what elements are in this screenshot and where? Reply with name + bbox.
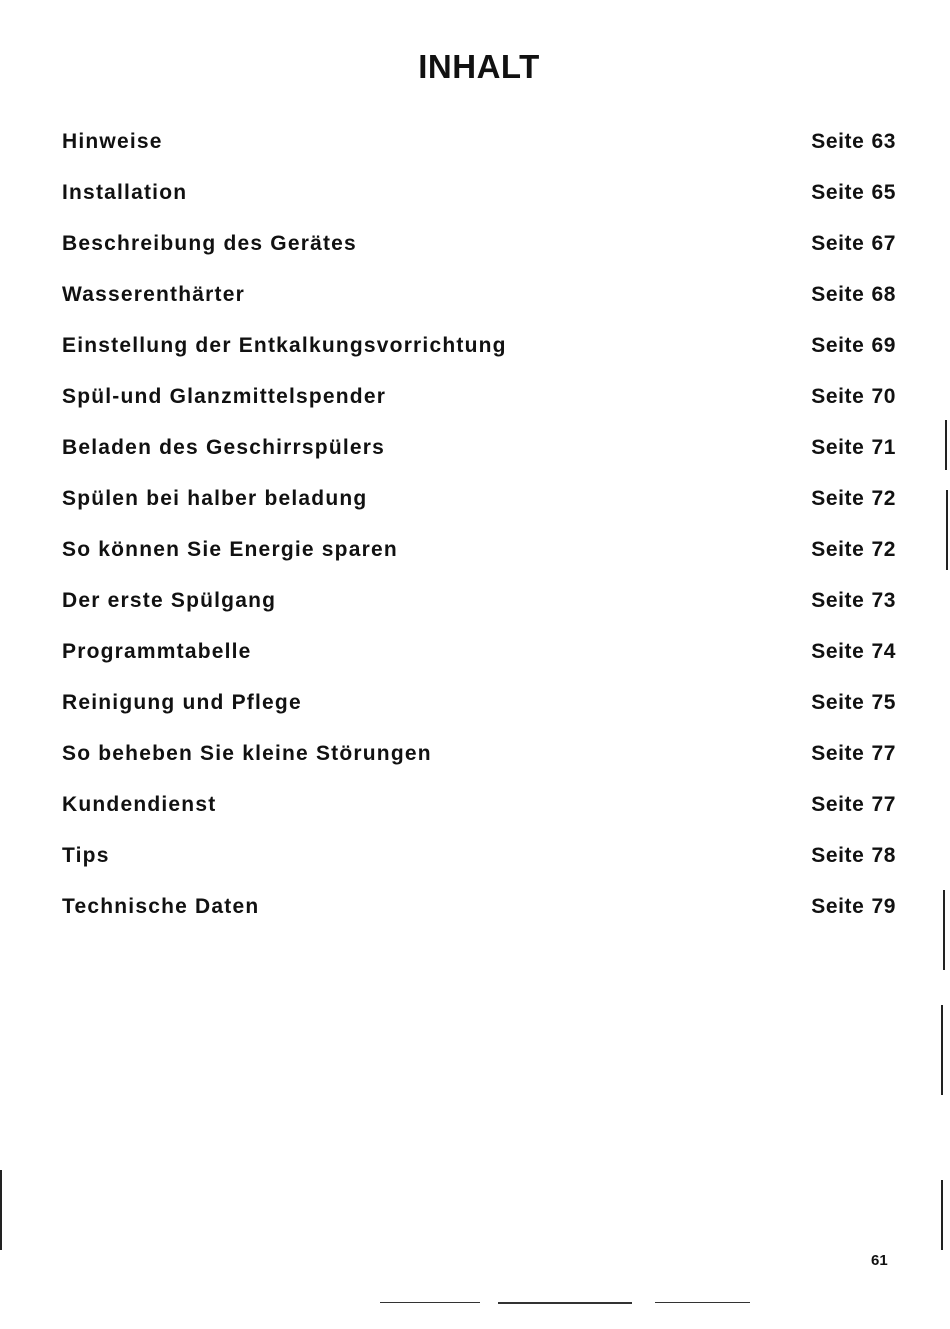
toc-entry-page bbox=[811, 742, 896, 766]
toc-entry bbox=[62, 793, 896, 844]
page-word: Seite bbox=[811, 742, 865, 765]
table-of-contents bbox=[62, 130, 896, 946]
toc-entry bbox=[62, 385, 896, 436]
toc-entry bbox=[62, 538, 896, 589]
page-ref: 69 bbox=[871, 334, 896, 357]
toc-entry bbox=[62, 844, 896, 895]
toc-entry-page bbox=[811, 640, 896, 664]
page-ref: 67 bbox=[871, 232, 896, 255]
toc-entry-page bbox=[811, 895, 896, 919]
toc-entry-page bbox=[811, 334, 896, 358]
toc-entry-label: Wasserenthärter bbox=[62, 283, 245, 306]
page-ref: 71 bbox=[871, 436, 896, 459]
page-ref: 72 bbox=[871, 538, 896, 561]
toc-entry-page bbox=[811, 691, 896, 715]
page-word: Seite bbox=[811, 895, 865, 918]
toc-entry bbox=[62, 436, 896, 487]
page-word: Seite bbox=[811, 232, 865, 255]
page-ref: 73 bbox=[871, 589, 896, 612]
toc-entry-label: Reinigung und Pflege bbox=[62, 691, 302, 714]
page-ref: 72 bbox=[871, 487, 896, 510]
toc-entry-label: Beladen des Geschirrspülers bbox=[62, 436, 386, 459]
scan-dash bbox=[380, 1302, 480, 1303]
toc-entry bbox=[62, 181, 896, 232]
page-word: Seite bbox=[811, 793, 865, 816]
page-word: Seite bbox=[811, 691, 865, 714]
toc-entry-page bbox=[811, 436, 896, 460]
toc-entry bbox=[62, 691, 896, 742]
toc-entry-label: So beheben Sie kleine Störungen bbox=[62, 742, 432, 765]
scan-edge-line bbox=[941, 1180, 943, 1250]
page-number: 61 bbox=[871, 1252, 888, 1269]
toc-entry-label: Spülen bei halber beladung bbox=[62, 487, 368, 510]
page-word: Seite bbox=[811, 436, 865, 459]
page-word: Seite bbox=[811, 130, 865, 153]
toc-entry bbox=[62, 283, 896, 334]
page-ref: 63 bbox=[871, 130, 896, 153]
toc-entry-page bbox=[811, 844, 896, 868]
toc-entry-page bbox=[811, 538, 896, 562]
page-word: Seite bbox=[811, 844, 865, 867]
page-word: Seite bbox=[811, 487, 865, 510]
page-ref: 79 bbox=[871, 895, 896, 918]
page-word: Seite bbox=[811, 283, 865, 306]
page-word: Seite bbox=[811, 334, 865, 357]
toc-entry bbox=[62, 895, 896, 946]
page-ref: 78 bbox=[871, 844, 896, 867]
toc-entry-page bbox=[811, 283, 896, 307]
page-ref: 68 bbox=[871, 283, 896, 306]
toc-entry-page bbox=[811, 385, 896, 409]
toc-entry-page bbox=[811, 589, 896, 613]
toc-entry bbox=[62, 334, 896, 385]
toc-entry-label: So können Sie Energie sparen bbox=[62, 538, 398, 561]
scan-edge-line bbox=[945, 420, 947, 470]
toc-entry-label: Beschreibung des Gerätes bbox=[62, 232, 357, 255]
page-ref: 74 bbox=[871, 640, 896, 663]
toc-entry-label: Kundendienst bbox=[62, 793, 217, 816]
page-word: Seite bbox=[811, 589, 865, 612]
scan-edge-line bbox=[0, 1170, 2, 1250]
page-title: INHALT bbox=[418, 48, 540, 85]
scan-edge-line bbox=[946, 490, 948, 570]
toc-entry-label: Spül-und Glanzmittelspender bbox=[62, 385, 387, 408]
toc-entry bbox=[62, 232, 896, 283]
toc-entry-label: Tips bbox=[62, 844, 110, 867]
page-word: Seite bbox=[811, 385, 865, 408]
toc-entry bbox=[62, 742, 896, 793]
toc-entry bbox=[62, 589, 896, 640]
toc-entry bbox=[62, 640, 896, 691]
page-word: Seite bbox=[811, 640, 865, 663]
toc-entry-page bbox=[811, 487, 896, 511]
toc-entry bbox=[62, 487, 896, 538]
toc-entry-page bbox=[811, 232, 896, 256]
toc-entry-label: Technische Daten bbox=[62, 895, 260, 918]
toc-entry bbox=[62, 130, 896, 181]
toc-entry-label: Hinweise bbox=[62, 130, 163, 153]
page-word: Seite bbox=[811, 538, 865, 561]
page-ref: 77 bbox=[871, 793, 896, 816]
toc-entry-label: Programmtabelle bbox=[62, 640, 252, 663]
toc-entry-label: Installation bbox=[62, 181, 188, 204]
toc-entry-page bbox=[811, 181, 896, 205]
toc-entry-label: Der erste Spülgang bbox=[62, 589, 277, 612]
scan-edge-line bbox=[943, 890, 945, 970]
page-word: Seite bbox=[811, 181, 865, 204]
page-ref: 65 bbox=[871, 181, 896, 204]
toc-entry-label: Einstellung der Entkalkungsvorrichtung bbox=[62, 334, 507, 357]
page-ref: 77 bbox=[871, 742, 896, 765]
toc-entry-page bbox=[811, 793, 896, 817]
scan-dash bbox=[498, 1302, 632, 1304]
scan-dash bbox=[655, 1302, 750, 1303]
toc-entry-page bbox=[811, 130, 896, 154]
scan-edge-line bbox=[941, 1005, 943, 1095]
page-ref: 75 bbox=[871, 691, 896, 714]
page-ref: 70 bbox=[871, 385, 896, 408]
